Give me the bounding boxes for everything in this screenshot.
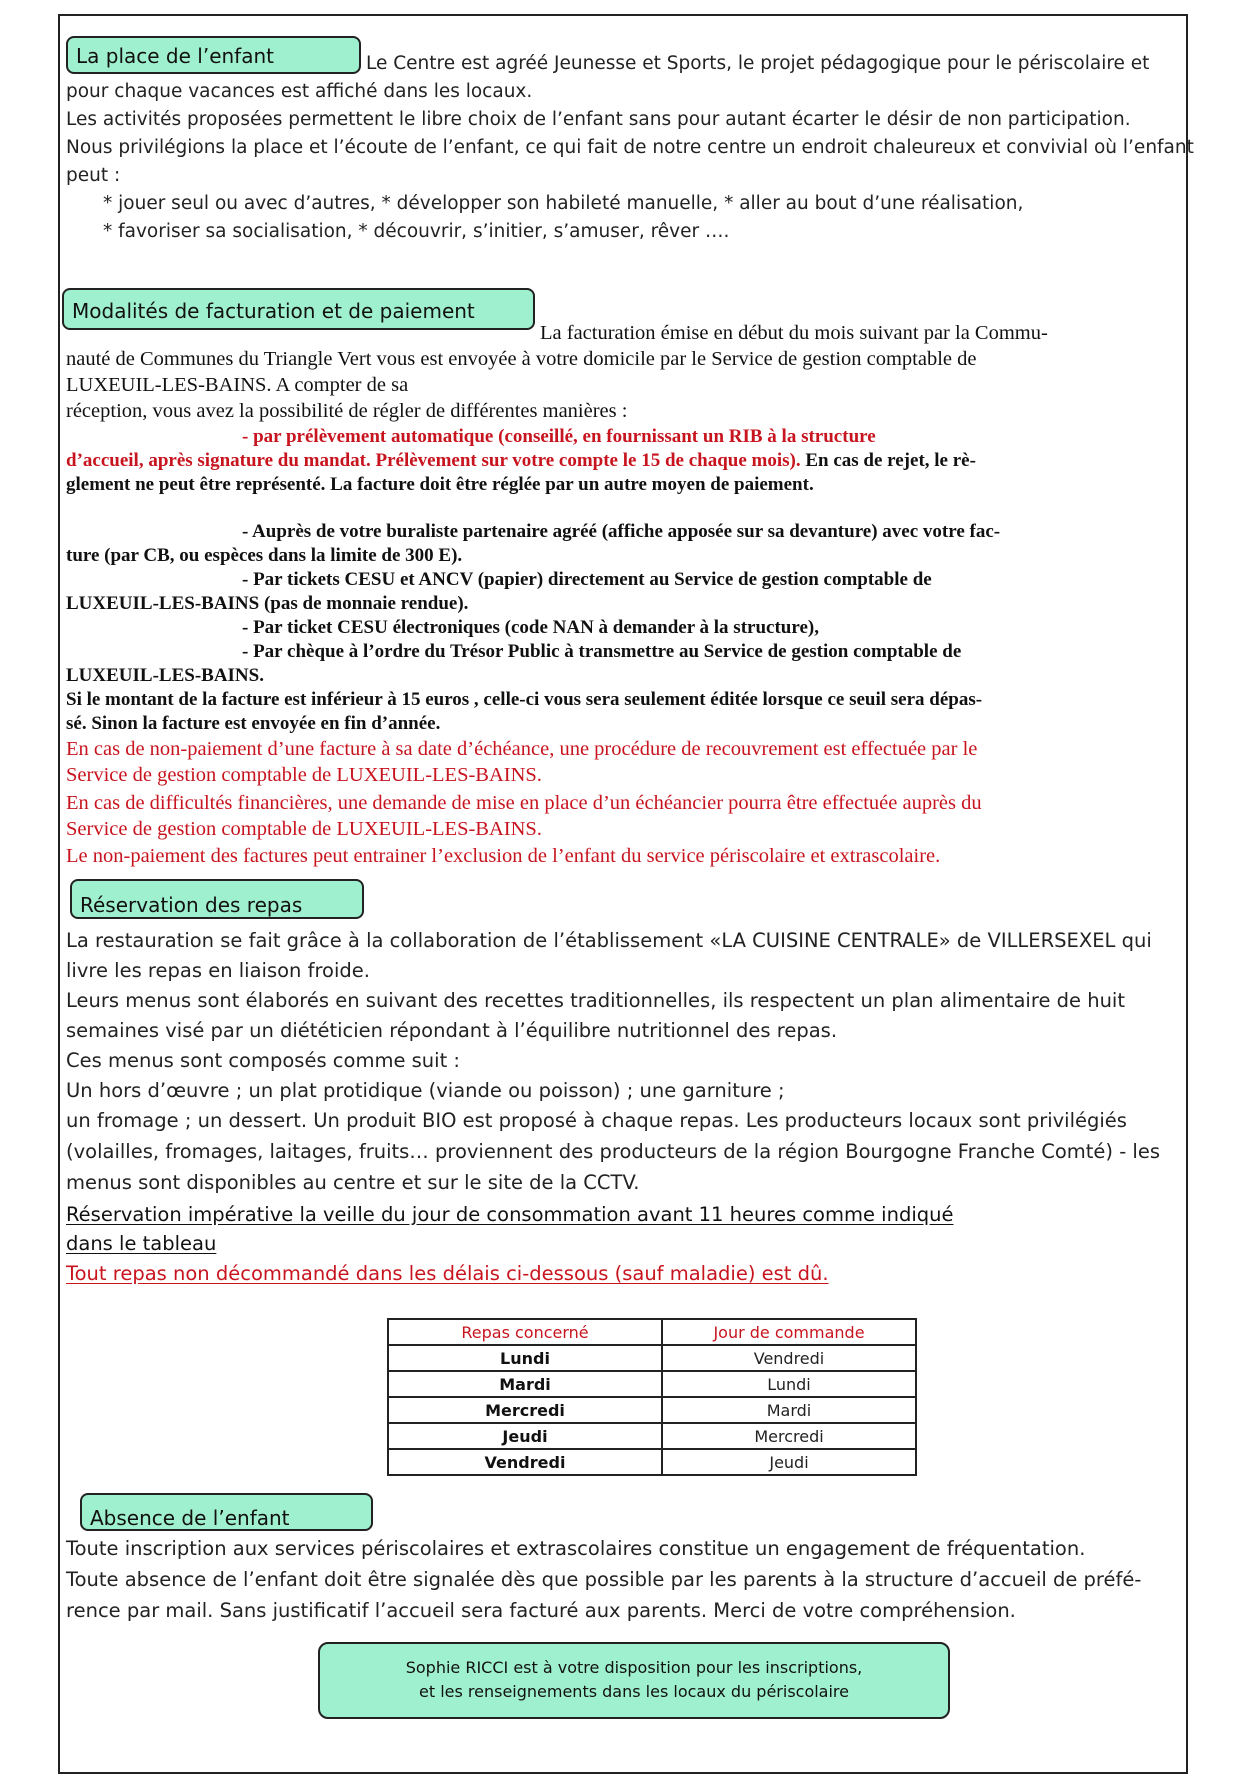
header-jour: Jour de commande [662, 1319, 916, 1345]
s1-line-2: Les activités proposées permettent le libre choix de l’enfant sans pour autant écarter le désir de non participation. [66, 109, 1131, 130]
s2-prelev-3: glement ne peut être représenté. La facture doit être réglée par un autre moyen de paiement. [66, 474, 814, 495]
header-repas: Repas concerné [388, 1319, 662, 1345]
s2-red-1: Service de gestion comptable de LUXEUIL-LES-BAINS. [66, 764, 542, 786]
s2-prelev-2-black: En cas de rejet, le rè- [800, 450, 976, 471]
order-day: Mardi [662, 1397, 916, 1423]
s2-intro-1: nauté de Communes du Triangle Vert vous est envoyée à votre domicile par le Service de gestion comptable de [66, 348, 977, 370]
s1-line-6: * favoriser sa socialisation, * découvrir, s’initier, s’amuser, rêver …. [103, 221, 730, 242]
s2-prelev-1: - par prélèvement automatique (conseillé, en fournissant un RIB à la structure [242, 426, 876, 447]
s1-line-1: pour chaque vacances est affiché dans les locaux. [66, 81, 533, 102]
heading-place-enfant: La place de l’enfant [66, 36, 361, 74]
table-row [388, 1397, 916, 1423]
s3-line-7: (volailles, fromages, laitages, fruits… proviennent des producteurs de la région Bourgogne Franche Comté) - les [66, 1140, 1161, 1163]
table-row [388, 1371, 916, 1397]
s3-line-0: La restauration se fait grâce à la collaboration de l’établissement «LA CUISINE CENTRALE» de VILLERSEXEL qui [66, 929, 1152, 952]
s2-bold-1: ture (par CB, ou espèces dans la limite de 300 E). [66, 545, 463, 566]
order-day: Lundi [662, 1371, 916, 1397]
order-day: Vendredi [662, 1345, 916, 1371]
s2-intro-2: LUXEUIL-LES-BAINS. A compter de sa [66, 374, 409, 396]
s3-line-6: un fromage ; un dessert. Un produit BIO est proposé à chaque repas. Les producteurs locaux sont privilégiés [66, 1109, 1127, 1132]
s3-underline-1: dans le tableau [66, 1232, 217, 1255]
heading-facturation: Modalités de facturation et de paiement [62, 288, 535, 330]
s2-bold-2: - Par tickets CESU et ANCV (papier) directement au Service de gestion comptable de [242, 569, 932, 590]
s2-bold-8: sé. Sinon la facture est envoyée en fin d’année. [66, 713, 441, 734]
table-row [388, 1345, 916, 1371]
s2-bold-4: - Par ticket CESU électroniques (code NAN à demander à la structure), [242, 617, 819, 638]
s1-line-4: peut : [66, 165, 121, 186]
s4-line-1: Toute absence de l’enfant doit être signalée dès que possible par les parents à la structure d’accueil de préfé- [66, 1568, 1142, 1591]
s2-prelev-2 [66, 449, 976, 473]
s4-line-0: Toute inscription aux services périscolaires et extrascolaires constitue un engagement de fréquentation. [66, 1537, 1086, 1560]
s2-red-4: Le non-paiement des factures peut entrainer l’exclusion de l’enfant du service périscolaire et extrascolaire. [66, 845, 941, 867]
s2-intro-0: La facturation émise en début du mois suivant par la Commu- [540, 322, 1048, 344]
s1-line-0: Le Centre est agréé Jeunesse et Sports, le projet pédagogique pour le périscolaire et [366, 53, 1150, 74]
contact-box [318, 1642, 950, 1719]
meal-day: Lundi [388, 1345, 662, 1371]
s4-line-2: rence par mail. Sans justificatif l’accueil sera facturé aux parents. Merci de votre compréhension. [66, 1599, 1016, 1622]
s3-line-2: Leurs menus sont élaborés en suivant des recettes traditionnelles, ils respectent un plan alimentaire de huit [66, 989, 1125, 1012]
meal-day: Mercredi [388, 1397, 662, 1423]
s3-line-5: Un hors d’œuvre ; un plat protidique (viande ou poisson) ; une garniture ; [66, 1079, 785, 1102]
meal-day: Jeudi [388, 1423, 662, 1449]
s2-bold-7: Si le montant de la facture est inférieur à 15 euros , celle-ci vous sera seulement éditée lorsque ce seuil sera dépas- [66, 689, 983, 710]
heading-absence: Absence de l’enfant [80, 1493, 373, 1531]
table-row [388, 1423, 916, 1449]
order-day: Jeudi [662, 1449, 916, 1475]
meal-day: Mardi [388, 1371, 662, 1397]
contact-line-1: Sophie RICCI est à votre disposition pour les inscriptions, [405, 1658, 863, 1677]
s3-line-3: semaines visé par un diététicien répondant à l’équilibre nutritionnel des repas. [66, 1019, 838, 1042]
meal-order-table [387, 1318, 917, 1476]
s3-red-underline: Tout repas non décommandé dans les délais ci-dessous (sauf maladie) est dû. [66, 1262, 829, 1285]
table-header-row [388, 1319, 916, 1345]
s3-line-8: menus sont disponibles au centre et sur le site de la CCTV. [66, 1171, 640, 1194]
s1-line-5: * jouer seul ou avec d’autres, * développer son habileté manuelle, * aller au bout d’une réalisation, [103, 193, 1024, 214]
s2-bold-6: LUXEUIL-LES-BAINS. [66, 665, 264, 686]
s2-prelev-2-red: d’accueil, après signature du mandat. Prélèvement sur votre compte le 15 de chaque mois). [66, 450, 801, 471]
s2-bold-0: - Auprès de votre buraliste partenaire agréé (affiche apposée sur sa devanture) avec votre fac- [242, 521, 1001, 542]
heading-reservation-repas: Réservation des repas [70, 879, 364, 919]
s3-underline-0: Réservation impérative la veille du jour de consommation avant 11 heures comme indiqué [66, 1203, 954, 1226]
meal-day: Vendredi [388, 1449, 662, 1475]
contact-line-2: et les renseignements dans les locaux du périscolaire [418, 1682, 849, 1701]
s2-bold-5: - Par chèque à l’ordre du Trésor Public à transmettre au Service de gestion comptable de [242, 641, 962, 662]
s2-red-0: En cas de non-paiement d’une facture à sa date d’échéance, une procédure de recouvrement est effectuée par le [66, 738, 978, 760]
s2-intro-3: réception, vous avez la possibilité de régler de différentes manières : [66, 400, 628, 422]
s3-line-4: Ces menus sont composés comme suit : [66, 1049, 460, 1072]
s2-bold-3: LUXEUIL-LES-BAINS (pas de monnaie rendue). [66, 593, 469, 614]
s3-line-1: livre les repas en liaison froide. [66, 959, 370, 982]
order-day: Mercredi [662, 1423, 916, 1449]
s2-red-3: Service de gestion comptable de LUXEUIL-LES-BAINS. [66, 818, 542, 840]
table-row [388, 1449, 916, 1475]
s1-line-3: Nous privilégions la place et l’écoute de l’enfant, ce qui fait de notre centre un endroit chaleureux et convivial où l’enfant [66, 137, 1194, 158]
s2-red-2: En cas de difficultés financières, une demande de mise en place d’un échéancier pourra être effectuée auprès du [66, 792, 982, 814]
